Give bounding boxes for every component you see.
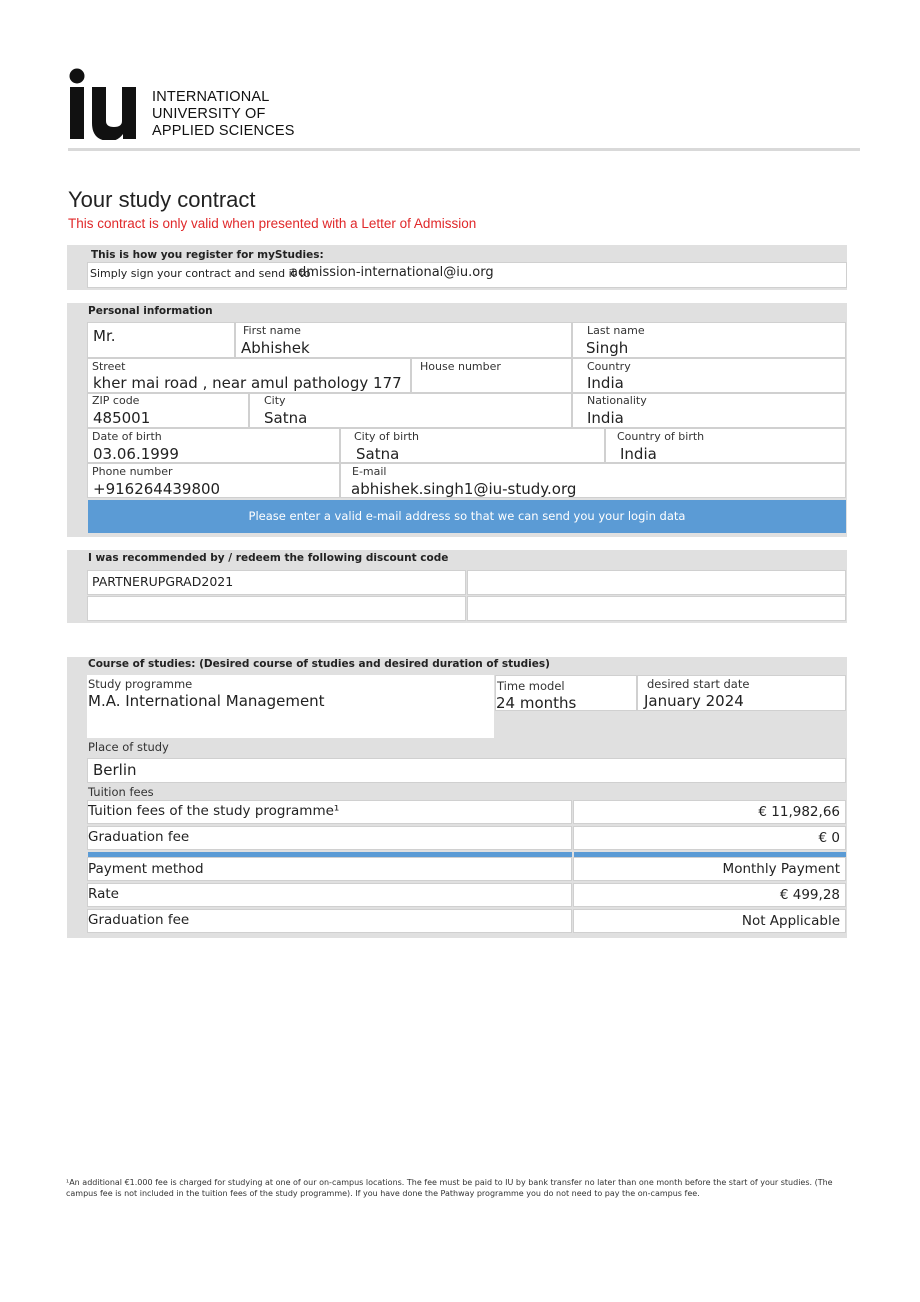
payment-row-label: Payment method — [88, 861, 204, 877]
first-name-label: First name — [243, 324, 301, 337]
payment-row-value-cell — [573, 883, 846, 907]
last-name-field[interactable] — [572, 322, 846, 358]
place-of-study-field[interactable] — [87, 758, 846, 783]
study-programme-field[interactable] — [87, 675, 494, 738]
dob-field[interactable] — [87, 428, 340, 463]
zip-field[interactable] — [87, 393, 249, 428]
logo-line-1: INTERNATIONAL — [152, 89, 270, 105]
country-value: India — [587, 374, 624, 392]
phone-label: Phone number — [92, 465, 173, 478]
validity-notice: This contract is only valid when presented with a Letter of Admission — [68, 216, 477, 231]
course-section — [67, 657, 847, 938]
country-of-birth-value: India — [620, 445, 657, 463]
city-label: City — [264, 394, 286, 407]
page-title: Your study contract — [68, 187, 256, 212]
phone-field[interactable] — [87, 463, 340, 498]
register-email-link[interactable]: admission-international@iu.org — [290, 265, 494, 280]
place-of-study-value: Berlin — [93, 761, 137, 779]
payment-row — [87, 909, 572, 933]
payment-row — [87, 857, 572, 881]
country-label: Country — [587, 360, 631, 373]
payment-row-label: Graduation fee — [88, 912, 190, 928]
start-date-value: January 2024 — [644, 692, 744, 710]
salutation-field[interactable] — [87, 322, 235, 358]
city-of-birth-field[interactable] — [340, 428, 605, 463]
email-value: abhishek.singh1@iu-study.org — [351, 480, 577, 498]
start-date-field[interactable] — [637, 675, 846, 711]
footnote: ¹An additional €1.000 fee is charged for studying at one of our on-campus locations. The fee must be paid to IU by bank transfer no later than one month before the start of your studies. (The campus fee is not included in the tuition fees of the study programme). If you have done the Pathway programme you do not need to pay the on-campus fee. — [66, 1178, 833, 1198]
street-value: kher mai road , near amul pathology 177 — [93, 374, 402, 392]
last-name-label: Last name — [587, 324, 645, 337]
payment-row-label: Rate — [88, 886, 119, 902]
discount-code-value: PARTNERUPGRAD2021 — [92, 574, 234, 589]
start-date-label: desired start date — [647, 677, 750, 691]
country-field[interactable] — [572, 358, 846, 393]
house-number-field[interactable] — [411, 358, 572, 393]
tuition-fees-label: Tuition fees — [88, 785, 154, 799]
fee-row-label: Graduation fee — [88, 829, 190, 845]
payment-row-value-cell — [573, 857, 846, 881]
discount-extra-field-1[interactable] — [87, 596, 466, 621]
city-of-birth-value: Satna — [356, 445, 400, 463]
register-box — [87, 262, 847, 288]
payment-row-value: Monthly Payment — [722, 861, 840, 877]
discount-section — [67, 550, 847, 623]
email-field[interactable] — [340, 463, 846, 498]
nationality-label: Nationality — [587, 394, 647, 407]
dob-label: Date of birth — [92, 430, 162, 443]
personal-info-section — [67, 303, 847, 537]
house-number-label: House number — [420, 360, 501, 373]
time-model-value: 24 months — [496, 694, 577, 712]
header-divider — [68, 148, 860, 151]
logo-line-2: UNIVERSITY OF — [152, 106, 266, 122]
place-of-study-label: Place of study — [88, 740, 169, 754]
recommender-field[interactable] — [467, 570, 846, 595]
time-model-field[interactable] — [495, 675, 637, 711]
last-name-value: Singh — [586, 339, 629, 357]
email-label: E-mail — [352, 465, 387, 478]
nationality-value: India — [587, 409, 624, 427]
nationality-field[interactable] — [572, 393, 846, 428]
country-of-birth-label: Country of birth — [617, 430, 705, 443]
course-heading: Course of studies: (Desired course of studies and desired duration of studies) — [88, 658, 550, 670]
country-of-birth-field[interactable] — [605, 428, 846, 463]
study-programme-value: M.A. International Management — [88, 692, 325, 710]
register-section — [67, 245, 847, 290]
city-value: Satna — [264, 409, 308, 427]
city-field[interactable] — [249, 393, 572, 428]
discount-extra-field-2[interactable] — [467, 596, 846, 621]
first-name-value: Abhishek — [241, 339, 310, 357]
iu-logo-icon — [68, 68, 144, 140]
fee-row-value-cell — [573, 826, 846, 850]
payment-row — [87, 883, 572, 907]
city-of-birth-label: City of birth — [354, 430, 420, 443]
fee-row-label: Tuition fees of the study programme¹ — [88, 803, 340, 819]
phone-value: +916264439800 — [93, 480, 221, 498]
register-heading: This is how you register for myStudies: — [91, 249, 324, 261]
payment-row-value: € 499,28 — [779, 887, 840, 903]
street-field[interactable] — [87, 358, 411, 393]
zip-label: ZIP code — [92, 394, 140, 407]
street-label: Street — [92, 360, 126, 373]
email-notice-bar: Please enter a valid e-mail address so that we can send you your login data — [88, 500, 846, 533]
personal-heading: Personal information — [88, 305, 213, 317]
time-model-label: Time model — [497, 679, 565, 693]
discount-code-field[interactable] — [87, 570, 466, 595]
salutation-value: Mr. — [93, 327, 116, 345]
fee-row-value-cell — [573, 800, 846, 824]
payment-row-value: Not Applicable — [741, 913, 840, 929]
logo-text — [152, 89, 295, 140]
discount-heading: I was recommended by / redeem the following discount code — [88, 552, 449, 564]
logo-line-3: APPLIED SCIENCES — [152, 123, 295, 139]
dob-value: 03.06.1999 — [93, 445, 179, 463]
fee-row — [87, 826, 572, 850]
payment-row-value-cell — [573, 909, 846, 933]
fee-row-value: € 0 — [818, 830, 840, 846]
fee-row-value: € 11,982,66 — [758, 804, 840, 820]
fee-row — [87, 800, 572, 824]
zip-value: 485001 — [93, 409, 151, 427]
register-text: Simply sign your contract and send it to — [90, 267, 311, 280]
first-name-field[interactable] — [235, 322, 572, 358]
study-programme-label: Study programme — [88, 677, 193, 691]
